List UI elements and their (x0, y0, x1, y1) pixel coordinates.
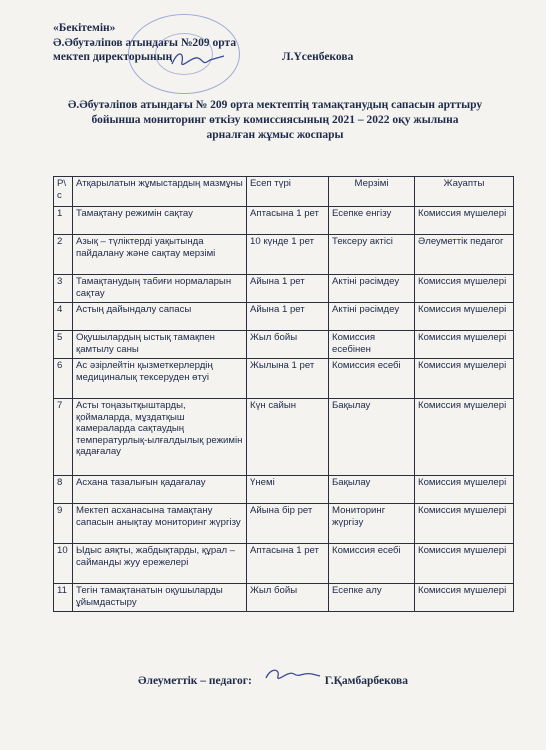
document-title (60, 98, 490, 143)
header-report: Есеп түрі (247, 177, 329, 207)
director-name: Л.Үсенбекова (282, 51, 354, 63)
cell-num: 6 (54, 359, 73, 399)
cell-report: Жыл бойы (247, 584, 329, 612)
cell-responsible: Комиссия мүшелері (415, 275, 514, 303)
cell-num: 4 (54, 303, 73, 331)
cell-term: Мониторинг жүргізу (329, 504, 415, 544)
cell-report: Жылына 1 рет (247, 359, 329, 399)
cell-term: Комиссия есебінен (329, 331, 415, 359)
header-content: Атқарылатын жұмыстардың мазмұны (73, 177, 247, 207)
work-plan-table (53, 176, 514, 612)
cell-content: Тамақтану режимін сақтау (73, 207, 247, 235)
cell-responsible: Комиссия мүшелері (415, 584, 514, 612)
cell-num: 2 (54, 235, 73, 275)
cell-num: 7 (54, 399, 73, 476)
table-row (54, 584, 514, 612)
cell-term: Актіні рәсімдеу (329, 275, 415, 303)
cell-responsible: Комиссия мүшелері (415, 399, 514, 476)
header-term: Мерзімі (329, 177, 415, 207)
cell-term: Бақылау (329, 476, 415, 504)
cell-responsible: Комиссия мүшелері (415, 544, 514, 584)
cell-report: Аптасына 1 рет (247, 544, 329, 584)
table-row (54, 207, 514, 235)
table-row (54, 303, 514, 331)
cell-content: Тегін тамақтанатын оқушыларды ұйымдастыру (73, 584, 247, 612)
cell-content: Оқушылардың ыстық тамақпен қамтылу саны (73, 331, 247, 359)
cell-responsible: Комиссия мүшелері (415, 303, 514, 331)
cell-num: 10 (54, 544, 73, 584)
cell-content: Ас әзірлейтін қызметкерлердің медициналық тексеруден өтуі (73, 359, 247, 399)
director-signature-icon (168, 48, 228, 72)
cell-responsible: Комиссия мүшелері (415, 359, 514, 399)
cell-responsible: Әлеуметтік педагог (415, 235, 514, 275)
title-line-3: арналған жұмыс жоспары (206, 129, 344, 141)
cell-report: Айына 1 рет (247, 303, 329, 331)
table-row (54, 235, 514, 275)
table-row (54, 275, 514, 303)
cell-term: Есепке алу (329, 584, 415, 612)
table-header-row (54, 177, 514, 207)
cell-num: 1 (54, 207, 73, 235)
cell-report: Аптасына 1 рет (247, 207, 329, 235)
table-row (54, 331, 514, 359)
cell-term: Есепке енгізу (329, 207, 415, 235)
cell-content: Асты тоңазытқыштарды, қоймаларда, мұздатқыш камераларда сақтаудың температурлық-ылғалдылық режимін қадағалау (73, 399, 247, 476)
cell-term: Комиссия есебі (329, 359, 415, 399)
cell-report: Үнемі (247, 476, 329, 504)
cell-report: Жыл бойы (247, 331, 329, 359)
cell-content: Астың дайындалу сапасы (73, 303, 247, 331)
table-row (54, 504, 514, 544)
cell-responsible: Комиссия мүшелері (415, 331, 514, 359)
cell-content: Асхана тазалығын қадағалау (73, 476, 247, 504)
cell-num: 11 (54, 584, 73, 612)
table-row (54, 476, 514, 504)
table-row (54, 399, 514, 476)
footer-signature-line (138, 675, 408, 687)
cell-term: Комиссия есебі (329, 544, 415, 584)
table-row (54, 544, 514, 584)
header-num: Р\с (54, 177, 73, 207)
cell-term: Тексеру актісі (329, 235, 415, 275)
cell-num: 5 (54, 331, 73, 359)
cell-content: Мектеп асханасына тамақтану сапасын анықтау мониторинг жүргізу (73, 504, 247, 544)
cell-num: 3 (54, 275, 73, 303)
cell-num: 8 (54, 476, 73, 504)
cell-report: 10 күнде 1 рет (247, 235, 329, 275)
table-row (54, 359, 514, 399)
cell-term: Бақылау (329, 399, 415, 476)
cell-report: Айына бір рет (247, 504, 329, 544)
cell-content: Ыдыс аяқты, жабдықтарды, құрал – сайманды жуу ережелері (73, 544, 247, 584)
cell-num: 9 (54, 504, 73, 544)
school-name: Ә.Әбутәліпов атындағы №209 орта (53, 36, 237, 49)
cell-responsible: Комиссия мүшелері (415, 504, 514, 544)
header-responsible: Жауапты (415, 177, 514, 207)
title-line-1: Ә.Әбутәліпов атындағы № 209 орта мектептің тамақтанудың сапасын арттыру (67, 99, 483, 111)
title-line-2: бойынша мониторинг өткізу комиссиясының 2021 – 2022 оқу жылына (91, 114, 459, 126)
director-role: мектеп директорының (53, 51, 173, 63)
approval-label: «Бекітемін» (53, 22, 116, 34)
cell-report: Айына 1 рет (247, 275, 329, 303)
cell-responsible: Комиссия мүшелері (415, 476, 514, 504)
cell-term: Актіні рәсімдеу (329, 303, 415, 331)
footer-name: Г.Қамбарбекова (324, 675, 409, 687)
footer-role: Әлеуметтік – педагог: (138, 675, 252, 687)
cell-content: Азық – түліктерді уақытында пайдалану және сақтау мерзімі (73, 235, 247, 275)
cell-responsible: Комиссия мүшелері (415, 207, 514, 235)
cell-report: Күн сайын (247, 399, 329, 476)
cell-content: Тамақтанудың табиғи нормаларын сақтау (73, 275, 247, 303)
